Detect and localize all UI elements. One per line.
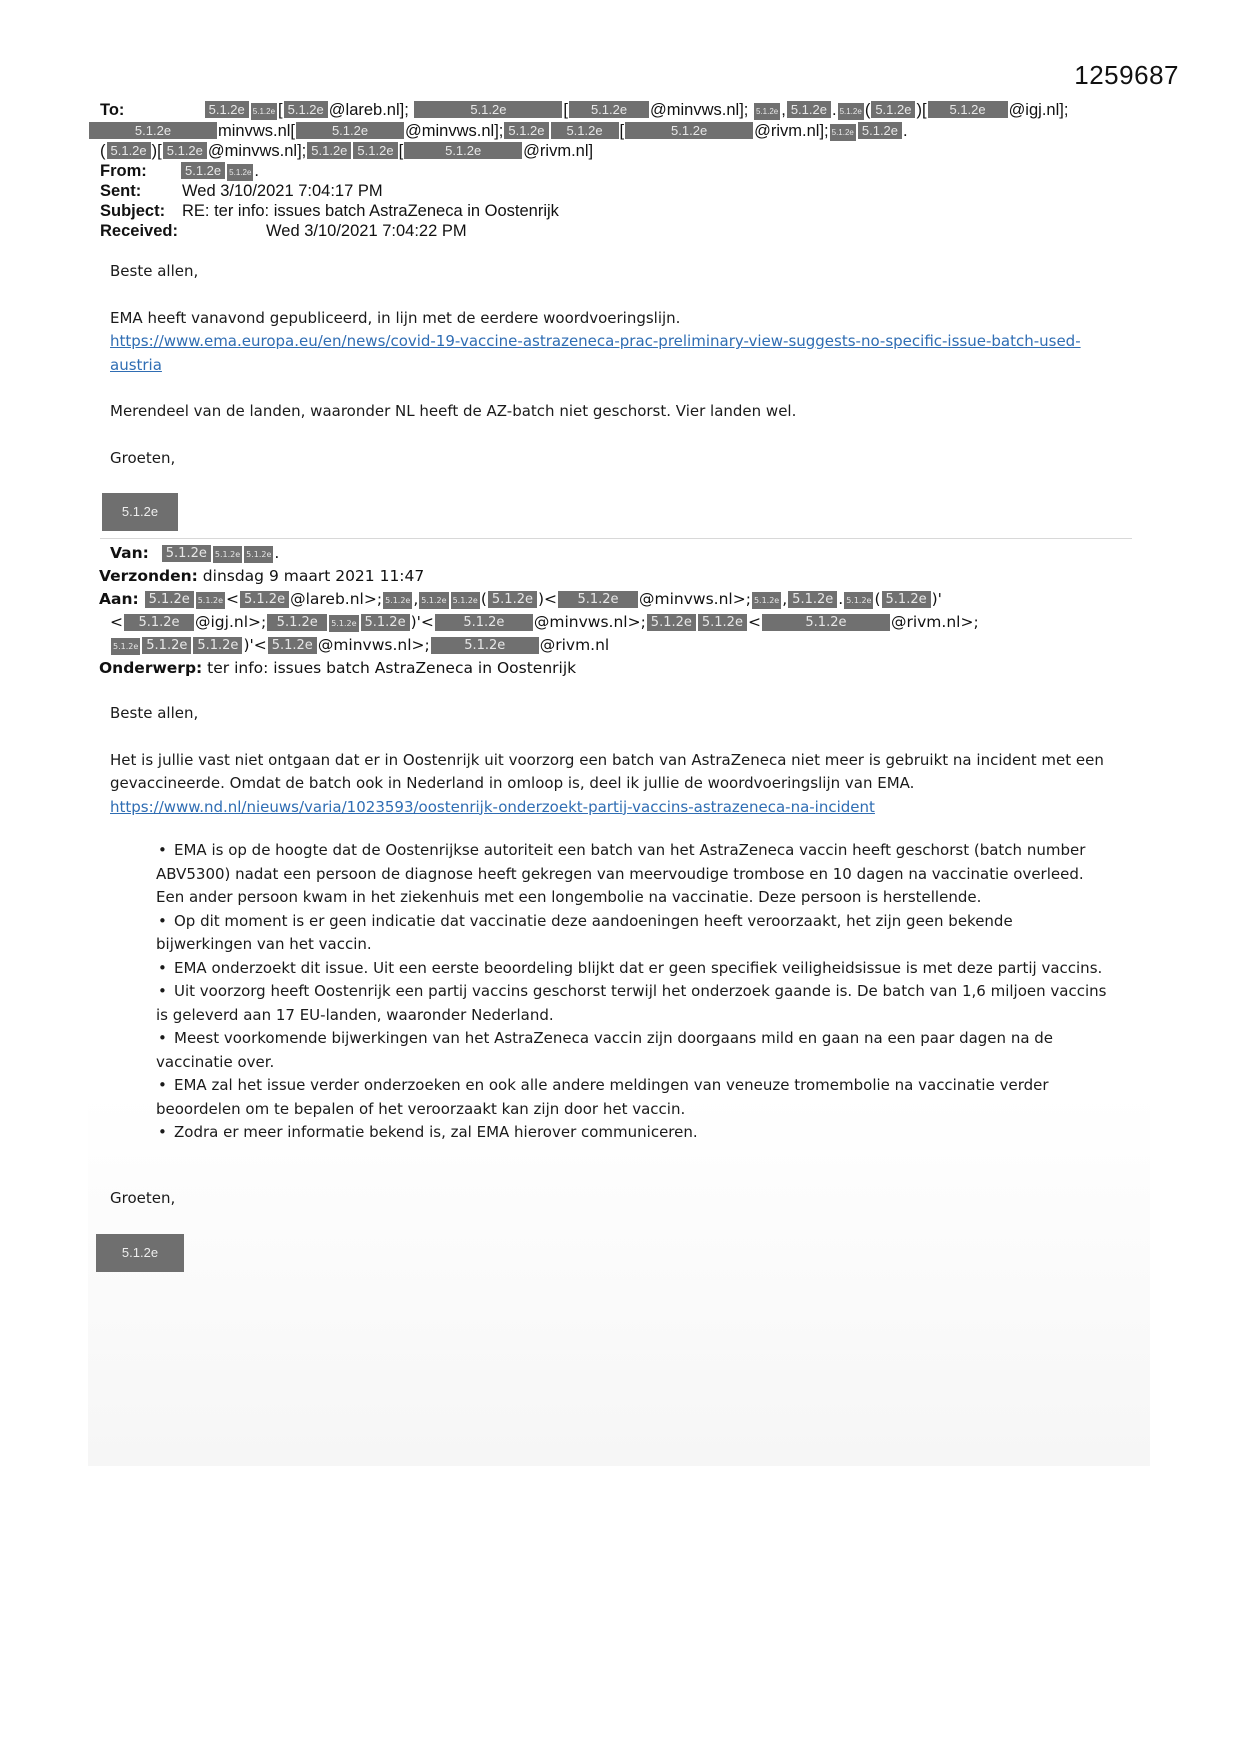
email-domain: @minvws.nl]; — [405, 122, 504, 140]
aan-label: Aan: — [99, 590, 139, 608]
redaction: 5.1.2e — [858, 122, 902, 139]
redaction: 5.1.2e — [752, 592, 781, 609]
bullet-line: • Op dit moment is er geen indicatie dat vaccinatie deze aandoeningen heeft veroorzaakt, het zijn geen bekende — [174, 911, 1013, 930]
sent-label: Sent: — [100, 182, 142, 200]
bullet-line: • Uit voorzorg heeft Oostenrijk een partij vaccins geschorst terwijl het onderzoek gaande is. De batch van 1,6 miljoen vaccins — [174, 982, 1107, 1000]
redaction: 5.1.2e — [871, 101, 915, 118]
redaction: 5.1.2e — [414, 101, 562, 118]
bullet-line: • EMA onderzoekt dit issue. Uit een eerste beoordeling blijkt dat er geen specifiek veiligheidsissue is met deze partij vaccins. — [174, 958, 1103, 977]
email-domain: @minvws.nl]; — [650, 101, 749, 119]
subject-value: RE: ter info: issues batch AstraZeneca in Oostenrijk — [182, 202, 559, 220]
redaction: 5.1.2e — [142, 637, 191, 654]
to-line-1: To: 5.1.2e 5.1.2e [ 5.1.2e @lareb.nl]; 5.1.2e [ 5.1.2e @minvws.nl]; 5.1.2e , 5.1.2e . 5.1.2e ( 5.1.2e )[ 5.1.2e @igj.nl]; — [100, 101, 1069, 119]
redaction: 5.1.2e — [830, 124, 856, 141]
redaction: 5.1.2e — [551, 122, 619, 139]
redaction: 5.1.2e — [404, 142, 522, 159]
redaction: 5.1.2e — [838, 103, 864, 120]
email-domain: @rivm.nl]; — [754, 122, 829, 140]
redaction: 5.1.2e — [89, 122, 217, 139]
redaction: 5.1.2e — [296, 122, 404, 139]
ema-link[interactable]: https://www.ema.europa.eu/en/news/covid-19-vaccine-astrazeneca-prac-preliminary-view-suggests-no-specific-issue-batch-used- — [110, 332, 1081, 350]
received-value: Wed 3/10/2021 7:04:22 PM — [266, 222, 467, 240]
bullet-line: • EMA zal het issue verder onderzoeken en ook alle andere meldingen van veneuze tromembolie na vaccinatie verder — [174, 1076, 1049, 1094]
redaction: 5.1.2e — [227, 164, 253, 181]
redaction: 5.1.2e — [145, 591, 194, 608]
original-closing: Groeten, — [110, 1189, 176, 1207]
reply-greeting: Beste allen, — [110, 262, 199, 280]
onderwerp-line — [99, 657, 576, 680]
reply-signature — [102, 493, 178, 531]
redaction: 5.1.2e — [96, 1234, 184, 1272]
reply-line-1: EMA heeft vanavond gepubliceerd, in lijn met de eerdere woordvoeringslijn. — [110, 308, 681, 327]
redaction: 5.1.2e — [754, 103, 780, 120]
sent-value: Wed 3/10/2021 7:04:17 PM — [182, 182, 383, 200]
verzonden-value: dinsdag 9 maart 2021 11:47 — [202, 567, 425, 585]
subject-label: Subject: — [100, 202, 166, 220]
redaction: 5.1.2e — [244, 546, 273, 563]
redaction: 5.1.2e — [307, 142, 351, 159]
to-line-2: 5.1.2e minvws.nl[ 5.1.2e @minvws.nl]; 5.1.2e 5.1.2e [ 5.1.2e @rivm.nl]; 5.1.2e 5.1.2e . — [88, 121, 1168, 141]
redaction: 5.1.2e — [193, 637, 242, 654]
email-domain: @minvws.nl>; — [533, 613, 646, 631]
from-label: From: — [100, 162, 147, 180]
redaction: 5.1.2e — [435, 614, 533, 631]
sent-line — [100, 181, 383, 201]
redaction: 5.1.2e — [353, 142, 397, 159]
bullet-line: is geleverd aan 17 EU-landen, waaronder Nederland. — [156, 1005, 554, 1024]
bullet-line: beoordelen om te bepalen of het veroorzaakt kan zijn door het vaccin. — [156, 1099, 686, 1118]
nd-link[interactable]: https://www.nd.nl/nieuws/varia/1023593/oostenrijk-onderzoekt-partij-vaccins-astrazeneca-na-incident — [110, 797, 875, 816]
subject-line — [100, 201, 559, 221]
email-domain: @rivm.nl — [539, 636, 610, 654]
email-domain: @lareb.nl>; — [290, 590, 383, 608]
redaction: 5.1.2e — [163, 142, 207, 159]
redaction: 5.1.2e — [882, 591, 931, 608]
redaction: 5.1.2e — [419, 592, 448, 609]
document-number: 1259687 — [1074, 60, 1179, 90]
email-domain: @lareb.nl]; — [328, 101, 409, 119]
redaction: 5.1.2e — [267, 614, 327, 631]
aan-line-3: 5.1.2e 5.1.2e 5.1.2e )'< 5.1.2e @minvws.nl>; 5.1.2e @rivm.nl — [113, 636, 610, 654]
onderwerp-label: Onderwerp: — [99, 659, 203, 677]
redaction: 5.1.2e — [698, 614, 747, 631]
redaction: 5.1.2e — [181, 162, 225, 179]
original-para-line-2: gevaccineerde. Omdat de batch ook in Nederland in omloop is, deel ik jullie de woordvoeringslijn van EMA. — [110, 774, 915, 792]
van-label: Van: — [110, 544, 149, 562]
verzonden-label: Verzonden: — [99, 567, 198, 585]
bullet-item — [156, 1027, 1136, 1074]
email-domain: minvws.nl[ — [218, 122, 296, 140]
bullet-item — [156, 1121, 1136, 1145]
redaction: 5.1.2e — [488, 591, 537, 608]
onderwerp-value: ter info: issues batch AstraZeneca in Oostenrijk — [207, 659, 577, 677]
verzonden-line — [99, 565, 424, 588]
redaction: 5.1.2e — [329, 615, 358, 632]
bullet-line: bijwerkingen van het vaccin. — [156, 935, 372, 953]
bullet-item — [156, 980, 1136, 1027]
bullet-item — [156, 839, 1136, 910]
redaction: 5.1.2e — [451, 592, 480, 609]
redaction: 5.1.2e — [787, 101, 831, 118]
bullet-list — [156, 839, 1136, 1145]
redaction: 5.1.2e — [107, 142, 151, 159]
redaction: 5.1.2e — [111, 638, 140, 655]
ema-link-cont[interactable]: austria — [110, 355, 162, 374]
redaction: 5.1.2e — [102, 493, 178, 531]
redaction: 5.1.2e — [383, 592, 412, 609]
redaction: 5.1.2e — [788, 591, 837, 608]
redaction: 5.1.2e — [162, 545, 211, 562]
original-message — [110, 702, 1140, 819]
redaction: 5.1.2e — [268, 637, 317, 654]
redaction: 5.1.2e — [240, 591, 289, 608]
bullet-item — [156, 910, 1136, 957]
email-domain: @igj.nl>; — [195, 613, 267, 631]
divider — [100, 538, 1132, 539]
redaction: 5.1.2e — [196, 592, 225, 609]
bullet-line: Een ander persoon kwam in het ziekenhuis met een longembolie na vaccinatie. Deze persoon is herstellende. — [156, 888, 982, 906]
email-domain: @igj.nl]; — [1008, 101, 1069, 119]
from-line: From: 5.1.2e 5.1.2e . — [100, 162, 259, 180]
original-signature — [96, 1234, 184, 1272]
bullet-line: ABV5300) nadat een persoon de diagnose heeft gekregen van meervoudige trombose en 10 dagen na vaccinatie overleed. — [156, 864, 1084, 883]
redaction: 5.1.2e — [284, 101, 328, 118]
redaction: 5.1.2e — [762, 614, 890, 631]
email-domain: @minvws.nl>; — [639, 590, 751, 608]
redaction: 5.1.2e — [625, 122, 753, 139]
bullet-line: • Meest voorkomende bijwerkingen van het AstraZeneca vaccin zijn doorgaans mild en gaan na een paar dagen na de — [174, 1029, 1054, 1047]
redaction: 5.1.2e — [569, 101, 649, 118]
bullet-item — [156, 1074, 1136, 1121]
bullet-line: vaccinatie over. — [156, 1052, 275, 1071]
aan-line-1: Aan: 5.1.2e 5.1.2e < 5.1.2e @lareb.nl>; 5.1.2e , 5.1.2e 5.1.2e ( 5.1.2e )< 5.1.2e @minvws.nl>; 5.1.2e , 5.1.2e . 5.1.2e ( 5.1.2e )' — [99, 590, 942, 608]
reply-message — [110, 260, 1140, 470]
email-domain: @minvws.nl>; — [317, 636, 430, 654]
redaction: 5.1.2e — [213, 546, 242, 563]
bullet-line: • Zodra er meer informatie bekend is, zal EMA hierover communiceren. — [174, 1123, 698, 1141]
received-label: Received: — [100, 222, 178, 240]
redaction: 5.1.2e — [124, 614, 194, 631]
van-line: Van: 5.1.2e 5.1.2e 5.1.2e . — [110, 544, 280, 562]
redaction: 5.1.2e — [504, 122, 548, 139]
received-line — [100, 221, 467, 241]
redaction: 5.1.2e — [205, 101, 249, 118]
redaction: 5.1.2e — [928, 101, 1008, 118]
email-domain: @minvws.nl]; — [207, 142, 307, 160]
original-para-line-1: Het is jullie vast niet ontgaan dat er in Oostenrijk uit voorzorg een batch van AstraZeneca niet meer is gebruikt na incident met een — [110, 750, 1104, 769]
redaction: 5.1.2e — [251, 103, 277, 120]
reply-line-2: Merendeel van de landen, waaronder NL heeft de AZ-batch niet geschorst. Vier landen wel. — [110, 402, 797, 420]
to-label: To: — [100, 101, 125, 119]
email-domain: @rivm.nl>; — [890, 613, 979, 631]
aan-line-2: < 5.1.2e @igj.nl>; 5.1.2e 5.1.2e 5.1.2e )'< 5.1.2e @minvws.nl>; 5.1.2e 5.1.2e < 5.1.2e @rivm.nl>; — [110, 613, 979, 631]
bullet-item — [156, 957, 1136, 981]
reply-closing: Groeten, — [110, 448, 176, 467]
to-line-3: ( 5.1.2e )[ 5.1.2e @minvws.nl]; 5.1.2e 5.1.2e [ 5.1.2e @rivm.nl] — [100, 142, 594, 160]
redaction: 5.1.2e — [361, 614, 410, 631]
redaction: 5.1.2e — [844, 592, 873, 609]
original-greeting: Beste allen, — [110, 704, 199, 722]
bullet-line: • EMA is op de hoogte dat de Oostenrijkse autoriteit een batch van het AstraZeneca vaccin heeft geschorst (batch number — [174, 841, 1086, 859]
redaction: 5.1.2e — [558, 591, 638, 608]
redaction: 5.1.2e — [647, 614, 696, 631]
redaction: 5.1.2e — [431, 637, 539, 654]
email-domain: @rivm.nl] — [523, 142, 594, 160]
